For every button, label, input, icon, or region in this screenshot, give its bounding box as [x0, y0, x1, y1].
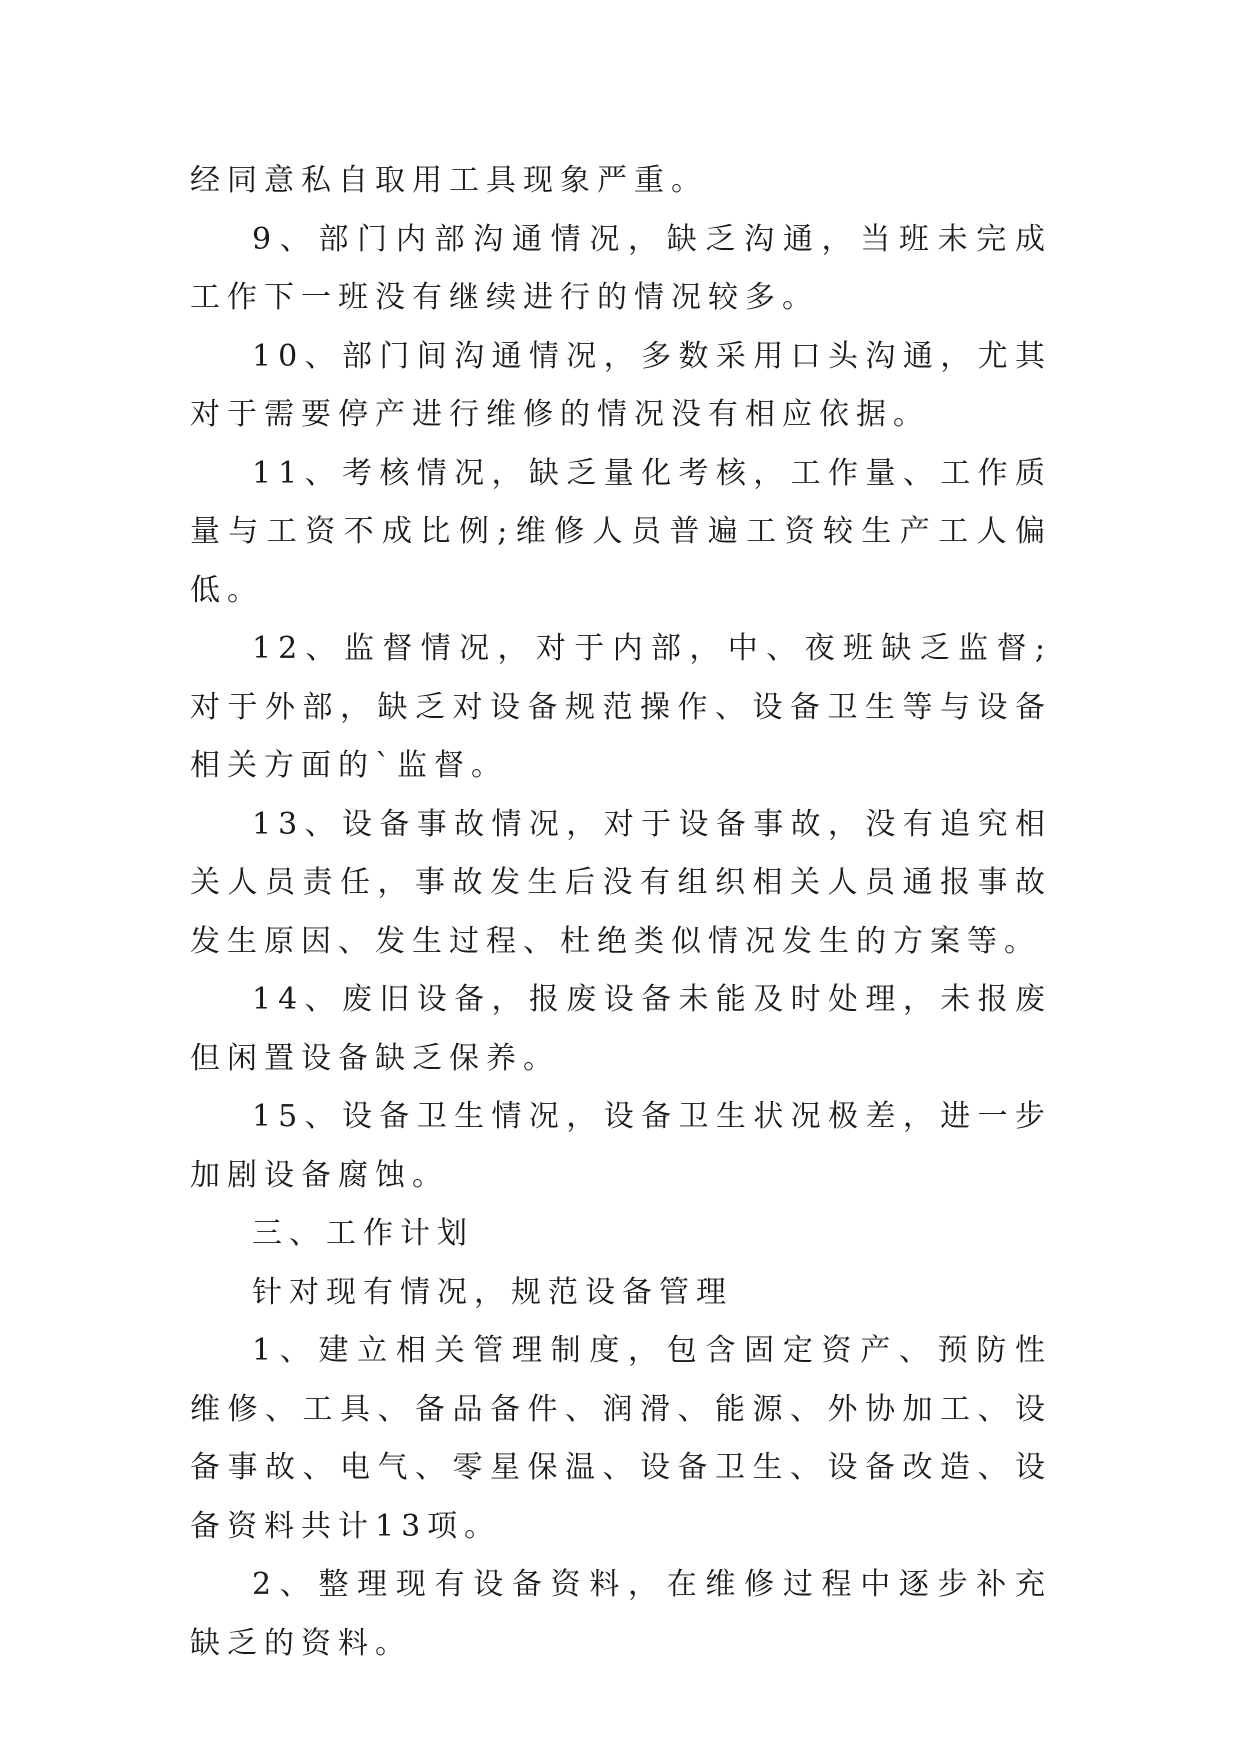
section-heading: 三、工作计划	[252, 1216, 474, 1251]
paragraph-item-15: 15、设备卫生情况，设备卫生状况极差，进一步加剧设备腐蚀。	[190, 1099, 1052, 1193]
paragraph-item-14: 14、废旧设备，报废设备未能及时处理，未报废但闲置设备缺乏保养。	[190, 982, 1052, 1076]
plan-item-2: 2、整理现有设备资料，在维修过程中逐步补充缺乏的资料。	[190, 1567, 1052, 1661]
paragraph-continuation: 经同意私自取用工具现象严重。	[190, 163, 708, 198]
paragraph-item-12: 12、监督情况，对于内部，中、夜班缺乏监督;对于外部，缺乏对设备规范操作、设备卫生等与设备相关方面的`监督。	[190, 631, 1052, 783]
paragraph-item-10: 10、部门间沟通情况，多数采用口头沟通，尤其对于需要停产进行维修的情况没有相应依据。	[190, 338, 1052, 432]
document-body	[190, 152, 1052, 1673]
plan-item-1: 1、建立相关管理制度，包含固定资产、预防性维修、工具、备品备件、润滑、能源、外协加工、设备事故、电气、零星保温、设备卫生、设备改造、设备资料共计13项。	[190, 1333, 1052, 1544]
paragraph-item-9: 9、部门内部沟通情况，缺乏沟通，当班未完成工作下一班没有继续进行的情况较多。	[190, 221, 1052, 315]
paragraph-item-13: 13、设备事故情况，对于设备事故，没有追究相关人员责任，事故发生后没有组织相关人员通报事故发生原因、发生过程、杜绝类似情况发生的方案等。	[190, 806, 1052, 959]
section-intro: 针对现有情况，规范设备管理	[252, 1274, 733, 1310]
paragraph-item-11: 11、考核情况，缺乏量化考核，工作量、工作质量与工资不成比例;维修人员普遍工资较生产工人偏低。	[190, 455, 1052, 608]
